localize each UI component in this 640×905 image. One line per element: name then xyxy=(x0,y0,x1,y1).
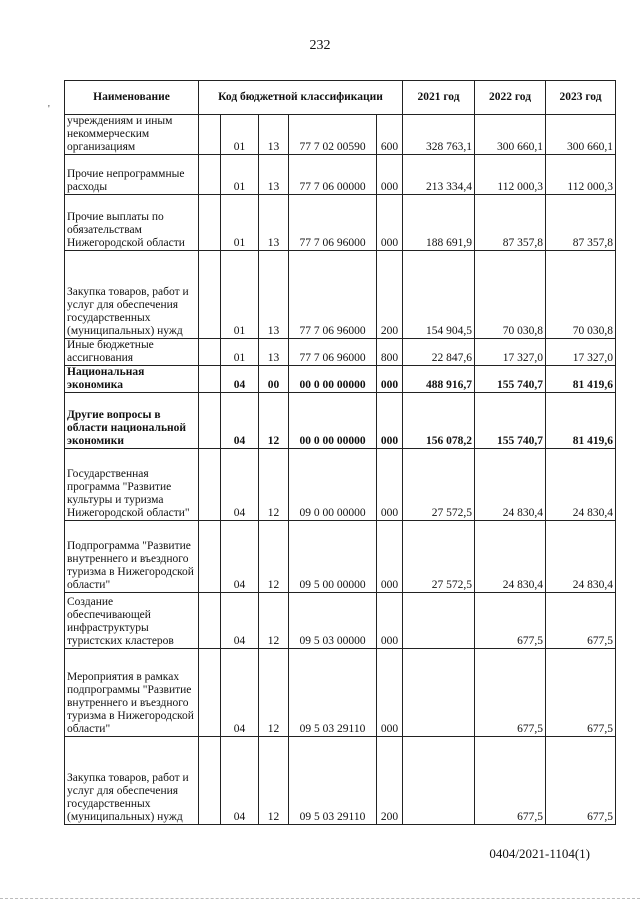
value-2021: 27 572,5 xyxy=(403,521,475,593)
value-2021 xyxy=(403,737,475,825)
code-target: 09 5 03 29110 xyxy=(289,649,377,737)
value-2021: 488 916,7 xyxy=(403,366,475,393)
value-2022: 87 357,8 xyxy=(475,195,546,251)
value-2021: 156 078,2 xyxy=(403,393,475,449)
value-2021: 188 691,9 xyxy=(403,195,475,251)
table-row xyxy=(65,115,616,155)
table-row xyxy=(65,449,616,521)
code-subsection: 12 xyxy=(259,393,289,449)
row-name: Государственная программа "Развитие культуры и туризма Нижегородской области" xyxy=(65,449,199,521)
value-2022: 677,5 xyxy=(475,737,546,825)
code-expense-type: 000 xyxy=(377,195,403,251)
code-section: 01 xyxy=(221,195,259,251)
code-expense-type: 200 xyxy=(377,737,403,825)
document-reference: 0404/2021-1104(1) xyxy=(489,846,590,861)
code-expense-type: 000 xyxy=(377,155,403,195)
value-2021: 154 904,5 xyxy=(403,251,475,339)
row-name: Прочие непрограммные расходы xyxy=(65,155,199,195)
code-section: 04 xyxy=(221,449,259,521)
code-section: 04 xyxy=(221,393,259,449)
code-section: 04 xyxy=(221,593,259,649)
code-subsection: 13 xyxy=(259,115,289,155)
code-expense-type: 000 xyxy=(377,449,403,521)
code-target: 77 7 06 96000 xyxy=(289,195,377,251)
table-row xyxy=(65,521,616,593)
code-section: 04 xyxy=(221,366,259,393)
row-name: Закупка товаров, работ и услуг для обеспечения государственных (муниципальных) нужд xyxy=(65,251,199,339)
row-name: Создание обеспечивающей инфраструктуры туристских кластеров xyxy=(65,593,199,649)
code-subsection: 13 xyxy=(259,195,289,251)
table-row xyxy=(65,251,616,339)
value-2022: 677,5 xyxy=(475,593,546,649)
code-expense-type: 000 xyxy=(377,366,403,393)
code-spacer xyxy=(199,251,221,339)
page-number: 232 xyxy=(309,38,331,53)
table-row xyxy=(65,593,616,649)
value-2023: 81 419,6 xyxy=(546,393,616,449)
code-section: 04 xyxy=(221,649,259,737)
code-expense-type: 000 xyxy=(377,393,403,449)
code-section: 01 xyxy=(221,251,259,339)
code-subsection: 12 xyxy=(259,737,289,825)
value-2023: 112 000,3 xyxy=(546,155,616,195)
budget-table xyxy=(64,80,616,825)
table-body xyxy=(65,115,616,825)
row-name: Мероприятия в рамках подпрограммы "Развитие внутреннего и въездного туризма в Нижегородской области" xyxy=(65,649,199,737)
header-2021: 2021 год xyxy=(403,81,475,115)
value-2023: 677,5 xyxy=(546,649,616,737)
row-name: Иные бюджетные ассигнования xyxy=(65,339,199,366)
code-spacer xyxy=(199,115,221,155)
margin-mark: ' xyxy=(48,104,50,115)
code-target: 09 5 03 00000 xyxy=(289,593,377,649)
value-2023: 300 660,1 xyxy=(546,115,616,155)
code-spacer xyxy=(199,155,221,195)
value-2023: 24 830,4 xyxy=(546,449,616,521)
code-spacer xyxy=(199,366,221,393)
code-expense-type: 200 xyxy=(377,251,403,339)
table-row xyxy=(65,737,616,825)
code-subsection: 00 xyxy=(259,366,289,393)
value-2021 xyxy=(403,649,475,737)
code-spacer xyxy=(199,593,221,649)
bottom-rule xyxy=(0,898,640,899)
table-header-row xyxy=(65,81,616,115)
table-row xyxy=(65,155,616,195)
row-name: учреждениям и иным некоммерческим организациям xyxy=(65,115,199,155)
value-2022: 24 830,4 xyxy=(475,449,546,521)
header-2023: 2023 год xyxy=(546,81,616,115)
code-section: 01 xyxy=(221,339,259,366)
code-expense-type: 800 xyxy=(377,339,403,366)
value-2022: 24 830,4 xyxy=(475,521,546,593)
value-2023: 677,5 xyxy=(546,593,616,649)
code-spacer xyxy=(199,449,221,521)
code-expense-type: 000 xyxy=(377,593,403,649)
value-2023: 677,5 xyxy=(546,737,616,825)
value-2022: 300 660,1 xyxy=(475,115,546,155)
value-2021: 27 572,5 xyxy=(403,449,475,521)
code-subsection: 12 xyxy=(259,449,289,521)
code-target: 00 0 00 00000 xyxy=(289,366,377,393)
header-name: Наименование xyxy=(65,81,199,115)
value-2023: 70 030,8 xyxy=(546,251,616,339)
table-row xyxy=(65,649,616,737)
value-2023: 87 357,8 xyxy=(546,195,616,251)
code-subsection: 12 xyxy=(259,593,289,649)
row-name: Закупка товаров, работ и услуг для обеспечения государственных (муниципальных) нужд xyxy=(65,737,199,825)
code-expense-type: 000 xyxy=(377,521,403,593)
code-expense-type: 600 xyxy=(377,115,403,155)
table-row xyxy=(65,393,616,449)
value-2022: 112 000,3 xyxy=(475,155,546,195)
code-target: 09 5 03 29110 xyxy=(289,737,377,825)
table-row xyxy=(65,366,616,393)
code-target: 77 7 06 96000 xyxy=(289,339,377,366)
value-2023: 81 419,6 xyxy=(546,366,616,393)
row-name: Подпрограмма "Развитие внутреннего и въездного туризма в Нижегородской области" xyxy=(65,521,199,593)
code-target: 77 7 02 00590 xyxy=(289,115,377,155)
value-2023: 24 830,4 xyxy=(546,521,616,593)
value-2022: 155 740,7 xyxy=(475,366,546,393)
code-section: 01 xyxy=(221,115,259,155)
code-subsection: 13 xyxy=(259,251,289,339)
code-spacer xyxy=(199,339,221,366)
row-name: Другие вопросы в области национальной экономики xyxy=(65,393,199,449)
code-spacer xyxy=(199,737,221,825)
code-spacer xyxy=(199,649,221,737)
code-target: 77 7 06 96000 xyxy=(289,251,377,339)
table-row xyxy=(65,195,616,251)
code-target: 09 5 00 00000 xyxy=(289,521,377,593)
code-spacer xyxy=(199,195,221,251)
code-target: 00 0 00 00000 xyxy=(289,393,377,449)
value-2022: 17 327,0 xyxy=(475,339,546,366)
value-2021: 22 847,6 xyxy=(403,339,475,366)
value-2021: 328 763,1 xyxy=(403,115,475,155)
header-2022: 2022 год xyxy=(475,81,546,115)
code-subsection: 13 xyxy=(259,339,289,366)
code-section: 01 xyxy=(221,155,259,195)
code-subsection: 13 xyxy=(259,155,289,195)
code-spacer xyxy=(199,521,221,593)
code-section: 04 xyxy=(221,737,259,825)
code-expense-type: 000 xyxy=(377,649,403,737)
value-2022: 155 740,7 xyxy=(475,393,546,449)
value-2022: 70 030,8 xyxy=(475,251,546,339)
header-code: Код бюджетной классификации xyxy=(199,81,403,115)
code-spacer xyxy=(199,393,221,449)
code-target: 77 7 06 00000 xyxy=(289,155,377,195)
value-2022: 677,5 xyxy=(475,649,546,737)
value-2021: 213 334,4 xyxy=(403,155,475,195)
code-target: 09 0 00 00000 xyxy=(289,449,377,521)
table-row xyxy=(65,339,616,366)
value-2023: 17 327,0 xyxy=(546,339,616,366)
row-name: Национальная экономика xyxy=(65,366,199,393)
code-section: 04 xyxy=(221,521,259,593)
code-subsection: 12 xyxy=(259,521,289,593)
code-subsection: 12 xyxy=(259,649,289,737)
value-2021 xyxy=(403,593,475,649)
row-name: Прочие выплаты по обязательствам Нижегородской области xyxy=(65,195,199,251)
